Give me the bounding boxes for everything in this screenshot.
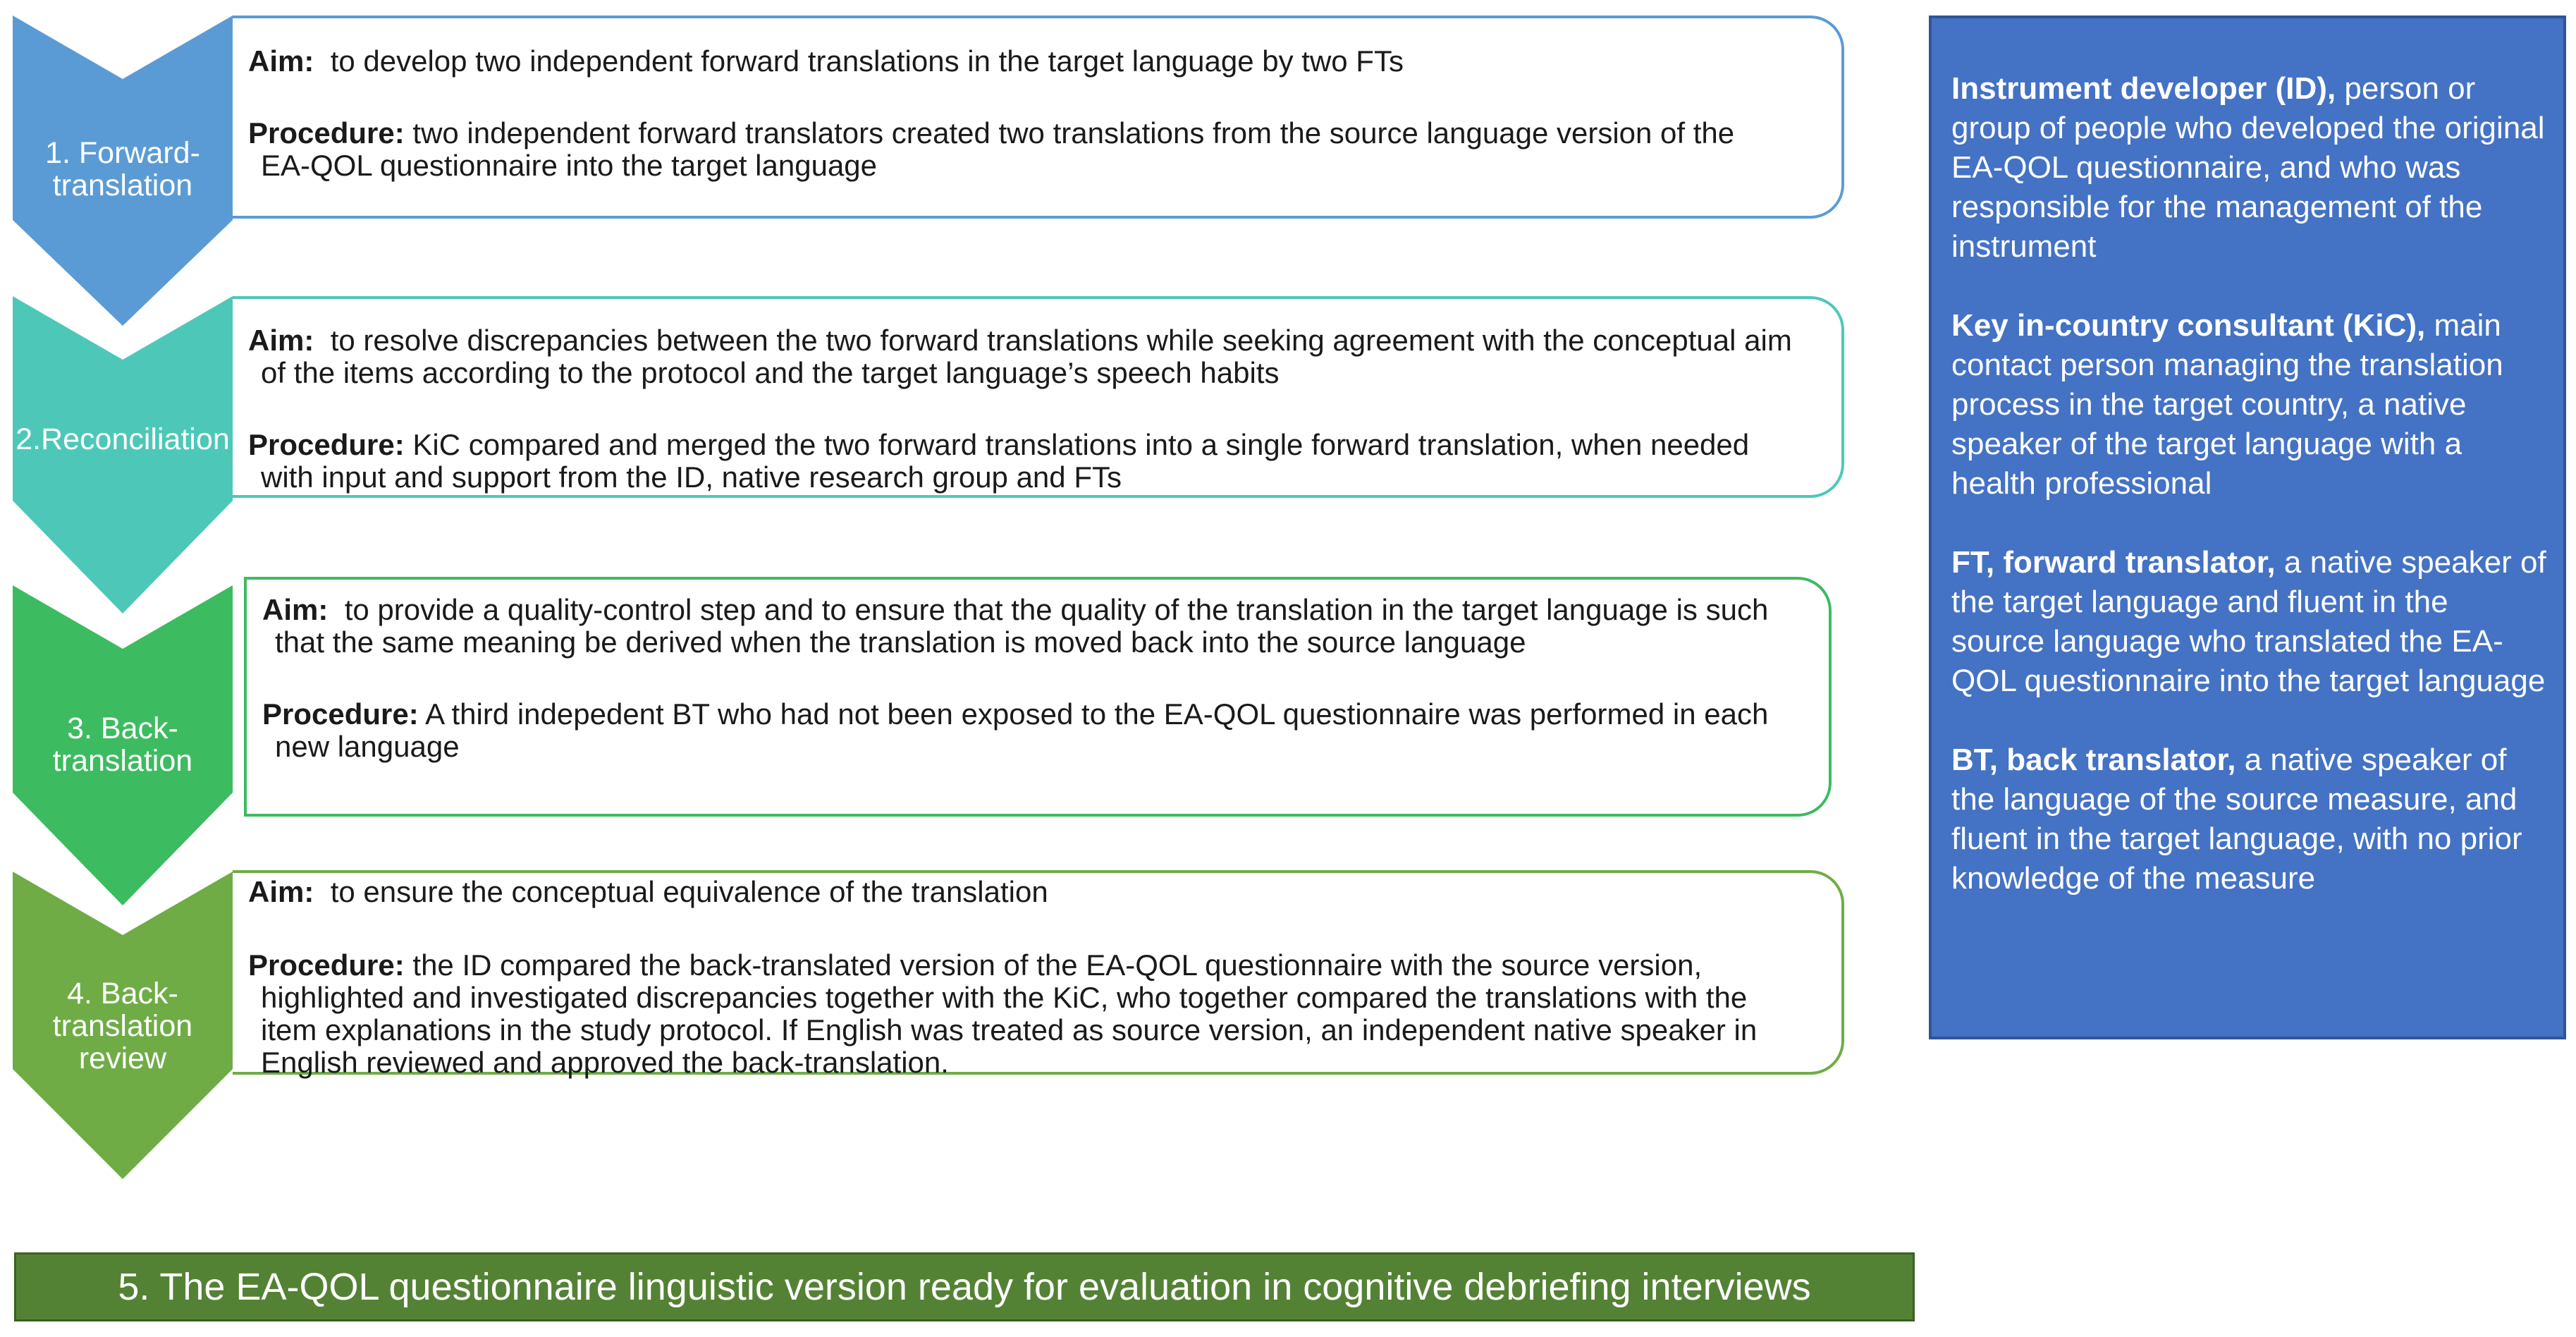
step-4-label: 4. Back-translation review	[52, 977, 193, 1075]
final-step-banner: 5. The EA-QOL questionnaire linguistic version ready for evaluation in cognitive debriefing interviews	[14, 1252, 1915, 1321]
definition-kic: Key in-country consultant (KiC), main contact person managing the translation process in the target country, a native speaker of the target language with a health professional	[1951, 308, 2503, 501]
step-2-label: 2.Reconciliation	[16, 422, 230, 456]
definition-ft: FT, forward translator, a native speaker of the target language and fluent in the source language who translated the EA-QOL questionnaire into the target language	[1951, 545, 2546, 698]
definition-bt: BT, back translator, a native speaker of the language of the source measure, and fluent in the target language, with no prior knowledge of the measure	[1951, 743, 2522, 896]
step-3-chevron	[13, 585, 233, 905]
step-2-chevron	[13, 296, 233, 613]
step-4-box	[233, 870, 1844, 1079]
step-3-label: 3. Back-translation	[52, 712, 193, 778]
step-1-aim: Aim: to develop two independent forward translations in the target language by two FTs	[248, 44, 1404, 78]
definition-id: Instrument developer (ID), person or group of people who developed the original EA-QOL questionnaire, and who was responsible for the management of the instrument	[1951, 71, 2545, 264]
step-1-box	[233, 16, 1844, 219]
step-4-aim: Aim: to ensure the conceptual equivalence of the translation	[248, 875, 1048, 908]
step-1-chevron	[13, 16, 233, 326]
step-3-procedure: Procedure: A third indepedent BT who had not been exposed to the EA-QOL questionnaire was performed in each new language	[262, 697, 1769, 763]
step-2-procedure: Procedure: KiC compared and merged the two forward translations into a single forward translation, when needed with input and support from the ID, native research group and FTs	[248, 428, 1750, 494]
step-3-box	[244, 577, 1832, 817]
step-2-aim: Aim: to resolve discrepancies between the two forward translations while seeking agreement with the conceptual aim of the items according to the protocol and the target language’s speech habits	[248, 324, 1792, 389]
step-2-box	[233, 296, 1844, 498]
step-4-procedure: Procedure: the ID compared the back-translated version of the EA-QOL questionnaire with the source version, highlighted and investigated discrepancies together with the KiC, who together compared the translations with the item explanations in the study protocol. If English was treated as source version, an independent native speaker in English reviewed and approved the back-translation.	[248, 948, 1758, 1079]
step-1-label: 1. Forward-translation	[45, 136, 200, 202]
step-1-procedure: Procedure: two independent forward translators created two translations from the source language version of the EA-QOL questionnaire into the target language	[248, 116, 1735, 182]
definitions-panel	[1929, 16, 2566, 1039]
step-3-aim: Aim: to provide a quality-control step and to ensure that the quality of the translation in the target language is such that the same meaning be derived when the translation is moved back into the source language	[262, 593, 1769, 659]
step-4-chevron	[13, 872, 233, 1179]
